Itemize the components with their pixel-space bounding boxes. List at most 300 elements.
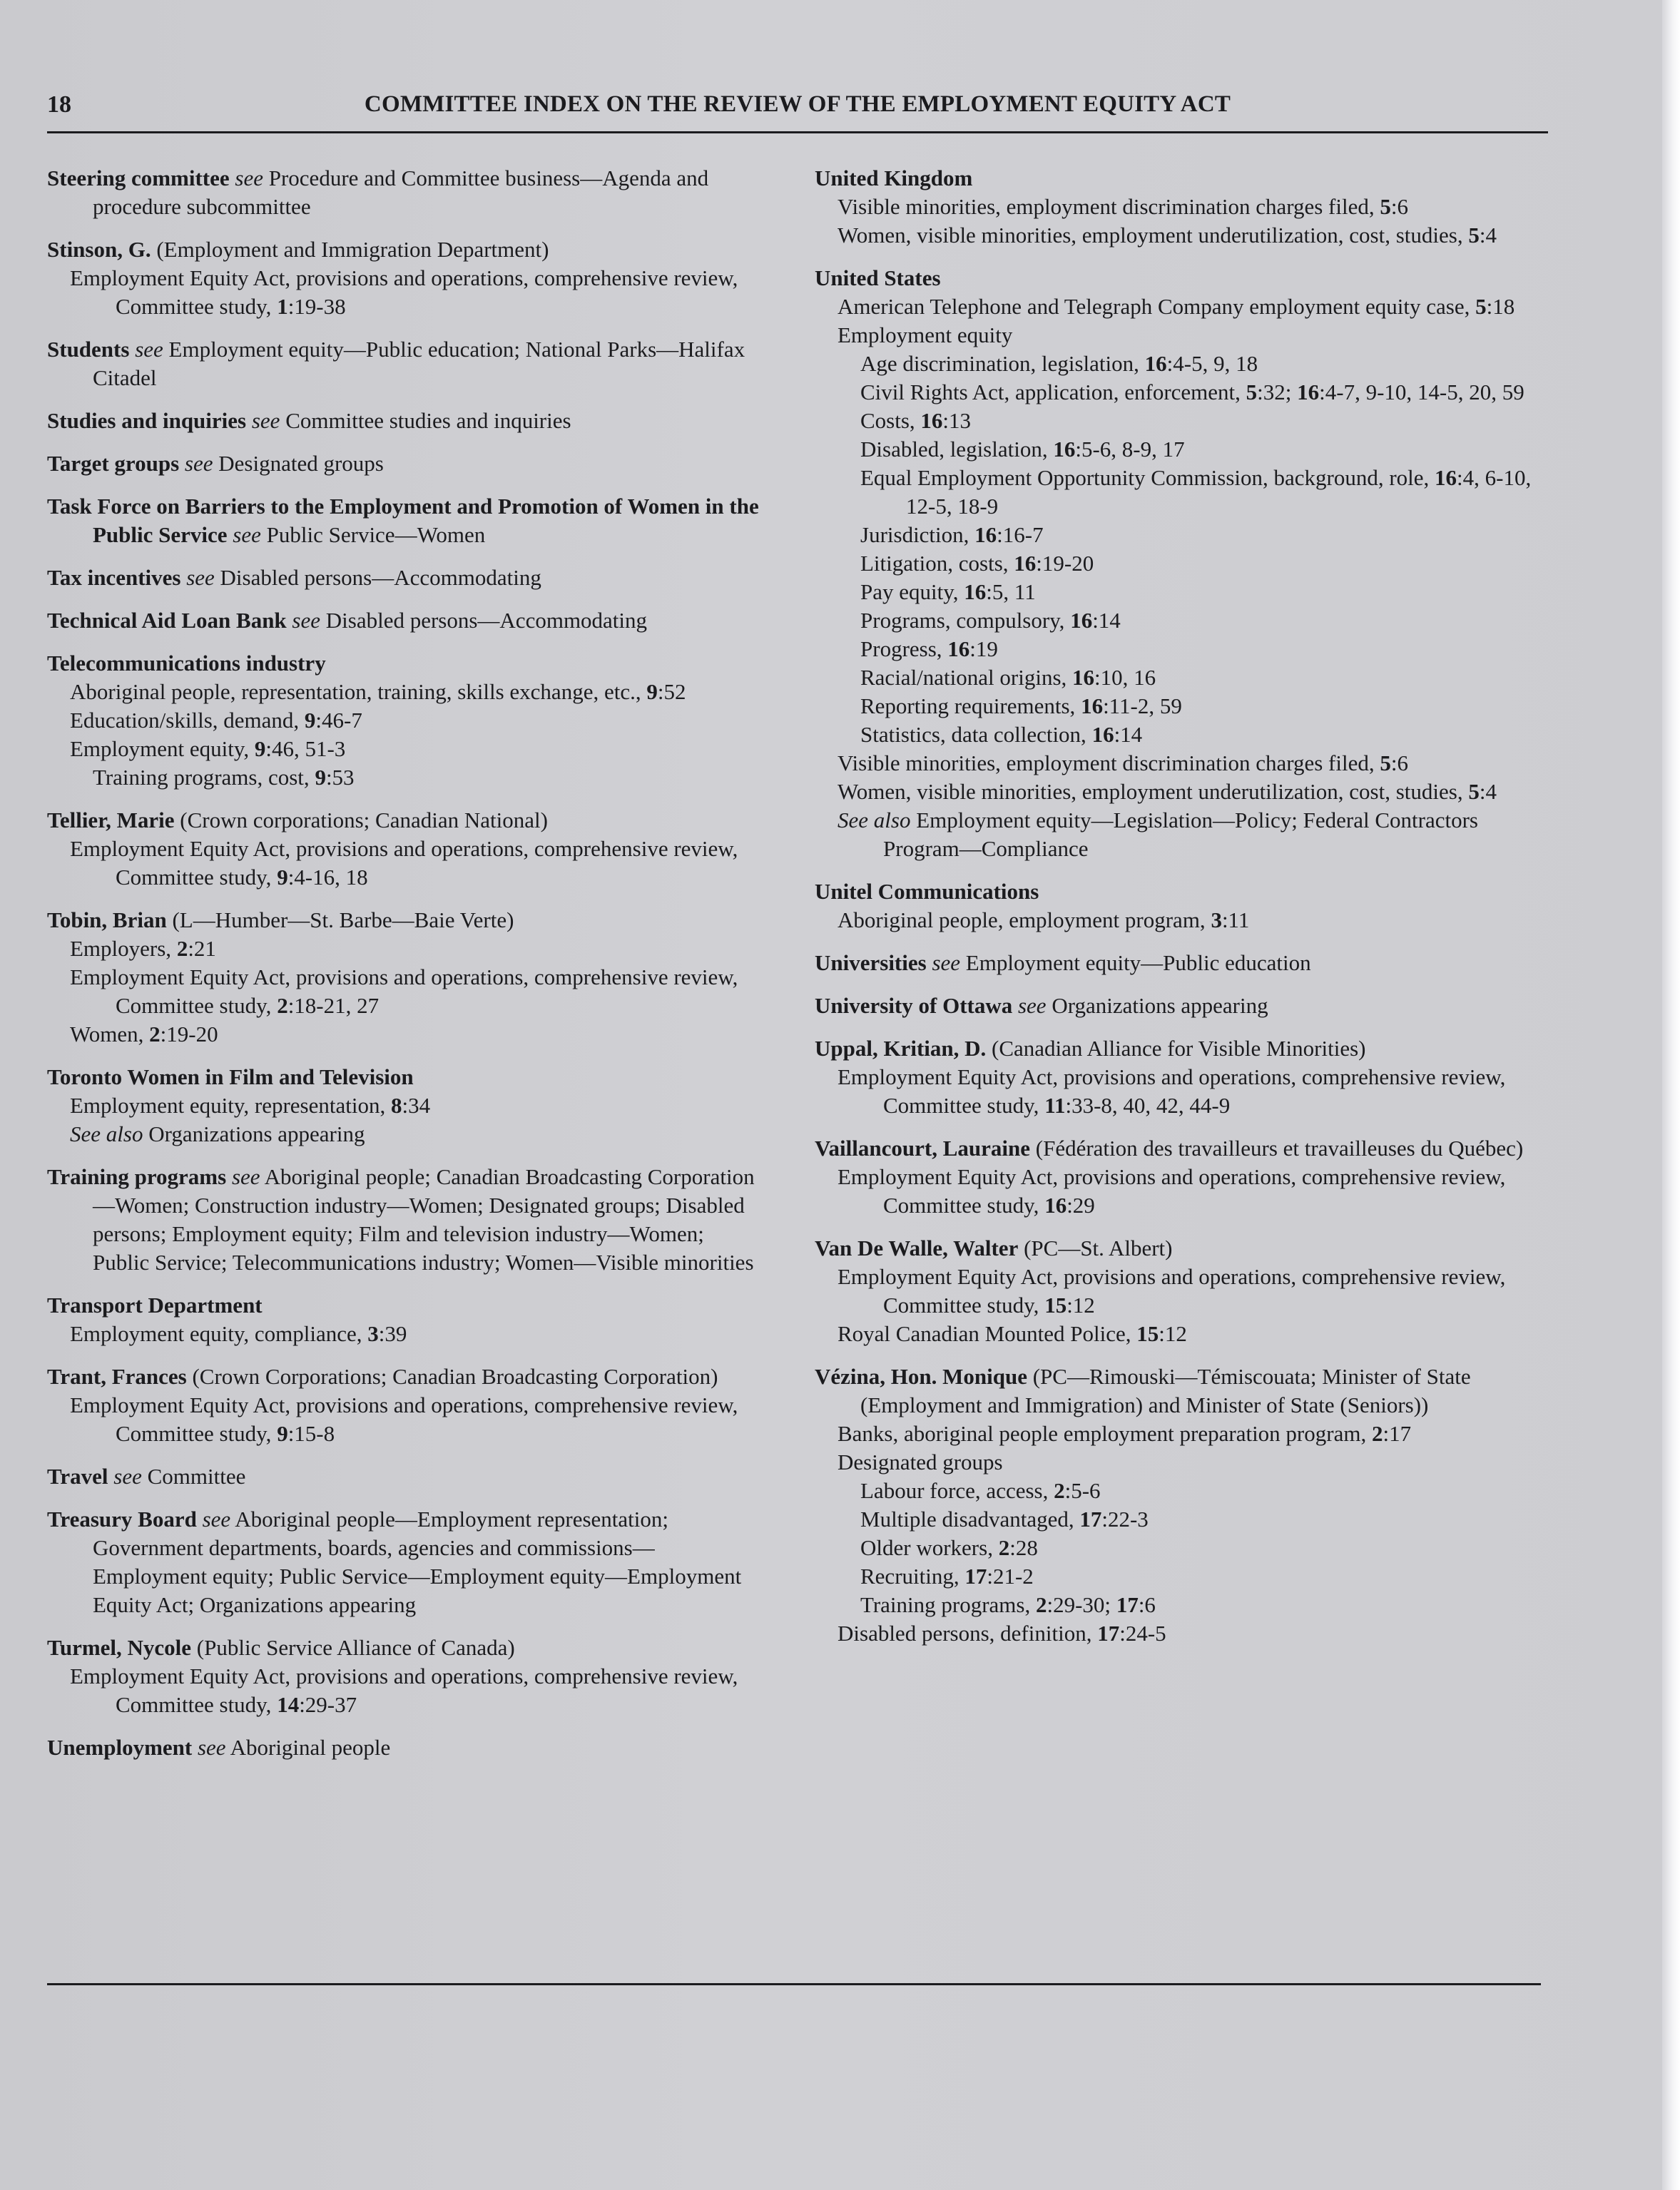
bold-text: 16 xyxy=(1091,722,1114,747)
text: Women, visible minorities, employment underutilization, cost, studies, xyxy=(838,779,1469,804)
bold-text: Treasury Board xyxy=(47,1507,197,1532)
bold-text: 9 xyxy=(646,679,658,704)
text: Older workers, xyxy=(860,1535,999,1560)
index-subentry xyxy=(815,193,1544,221)
index-column-left xyxy=(47,164,760,1776)
bold-text: Tobin, Brian xyxy=(47,907,167,932)
index-subentry xyxy=(47,1391,760,1448)
bold-text: 9 xyxy=(277,1421,288,1446)
text xyxy=(179,451,185,476)
index-heading xyxy=(47,407,760,435)
index-subsubentry xyxy=(815,692,1544,720)
bold-text: Turmel, Nycole xyxy=(47,1635,192,1660)
index-subentry xyxy=(815,321,1544,350)
text: :4 xyxy=(1479,779,1497,804)
text: Civil Rights Act, application, enforcement, xyxy=(860,380,1246,404)
text: :4 xyxy=(1479,223,1497,248)
index-subsubentry xyxy=(815,1562,1544,1591)
bold-text: 5 xyxy=(1246,380,1258,404)
italic-text: see xyxy=(113,1464,142,1489)
bold-text: 5 xyxy=(1380,194,1391,219)
index-heading xyxy=(47,1462,760,1491)
text: :33-8, 40, 42, 44-9 xyxy=(1065,1093,1231,1118)
bold-text: 5 xyxy=(1468,779,1480,804)
bold-text: Telecommunications industry xyxy=(47,651,326,676)
index-subsubentry xyxy=(815,635,1544,663)
bold-text: 17 xyxy=(1097,1621,1120,1646)
index-subentry xyxy=(815,906,1544,934)
bold-text: 9 xyxy=(254,736,266,761)
text: Employment Equity Act, provisions and operations, comprehensive review, Committee study, xyxy=(838,1064,1506,1118)
bold-text: 2 xyxy=(1036,1592,1047,1617)
text: :19-20 xyxy=(160,1022,218,1046)
bold-text: Tax incentives xyxy=(47,565,181,590)
index-entry xyxy=(47,1363,760,1448)
index-heading xyxy=(47,564,760,592)
index-heading xyxy=(47,1363,760,1391)
text: Disabled persons—Accommodating xyxy=(320,608,648,633)
index-subsubentry xyxy=(47,763,760,792)
bold-text: 15 xyxy=(1044,1293,1067,1318)
index-subsubentry xyxy=(815,435,1544,464)
index-subentry xyxy=(815,292,1544,321)
text: Equal Employment Opportunity Commission, background, role, xyxy=(860,465,1435,490)
text: (Canadian Alliance for Visible Minorities) xyxy=(986,1036,1366,1061)
index-entry xyxy=(815,992,1544,1020)
index-subsubentry xyxy=(815,1477,1544,1505)
text: :5, 11 xyxy=(986,579,1036,604)
index-subsubentry xyxy=(815,720,1544,749)
text: :14 xyxy=(1092,608,1121,633)
index-heading xyxy=(815,1134,1544,1163)
index-entry xyxy=(815,877,1544,934)
index-entry xyxy=(47,564,760,592)
page-header xyxy=(47,88,1548,131)
bold-text: 11 xyxy=(1044,1093,1066,1118)
text xyxy=(1012,993,1018,1018)
index-heading xyxy=(815,264,1544,292)
text: Training programs, xyxy=(860,1592,1036,1617)
index-subentry xyxy=(47,264,760,321)
bold-text: Van De Walle, Walter xyxy=(815,1236,1019,1260)
index-subentry xyxy=(815,1063,1544,1120)
index-subentry xyxy=(815,1420,1544,1448)
text: :4-7, 9-10, 14-5, 20, 59 xyxy=(1319,380,1524,404)
index-subentry xyxy=(815,1448,1544,1477)
text: :29-30; xyxy=(1047,1592,1116,1617)
bold-text: 8 xyxy=(390,1093,402,1118)
index-entry xyxy=(47,1063,760,1149)
bold-text: 9 xyxy=(304,708,316,733)
text: :19 xyxy=(969,636,998,661)
italic-text: see xyxy=(292,608,321,633)
italic-text: see xyxy=(197,1735,226,1760)
text: :19-20 xyxy=(1036,551,1094,576)
text: Litigation, costs, xyxy=(860,551,1014,576)
index-heading xyxy=(47,449,760,478)
index-heading xyxy=(815,1234,1544,1263)
bold-text: Stinson, G. xyxy=(47,237,151,262)
text: Visible minorities, employment discrimination charges filed, xyxy=(838,750,1380,775)
italic-text: see xyxy=(233,522,261,547)
text: :15-8 xyxy=(287,1421,335,1446)
index-subentry xyxy=(815,749,1544,778)
index-heading xyxy=(47,492,760,549)
text: Employers, xyxy=(70,936,177,961)
index-entry xyxy=(47,335,760,392)
page-number: 18 xyxy=(47,91,71,118)
text: :53 xyxy=(325,765,355,790)
text: :46, 51-3 xyxy=(265,736,346,761)
italic-text: see xyxy=(184,451,213,476)
text: Employment Equity Act, provisions and operations, comprehensive review, Committee study, xyxy=(70,1392,738,1446)
text: :5-6, 8-9, 17 xyxy=(1075,437,1185,462)
bold-text: Vézina, Hon. Monique xyxy=(815,1364,1027,1389)
bold-text: 16 xyxy=(1053,437,1076,462)
text: Public Service—Women xyxy=(260,522,486,547)
italic-text: See also xyxy=(70,1121,143,1146)
index-subentry xyxy=(47,1320,760,1348)
text: :19-38 xyxy=(287,294,346,319)
bold-text: 16 xyxy=(974,522,997,547)
text: :29-37 xyxy=(299,1692,357,1717)
text: :52 xyxy=(657,679,686,704)
bold-text: 3 xyxy=(367,1321,379,1346)
index-heading xyxy=(815,949,1544,977)
text: Racial/national origins, xyxy=(860,665,1073,690)
index-heading xyxy=(47,1733,760,1762)
text: Labour force, access, xyxy=(860,1478,1054,1503)
text: (L—Humber—St. Barbe—Baie Verte) xyxy=(166,907,514,932)
text: Reporting requirements, xyxy=(860,693,1081,718)
bold-text: Trant, Frances xyxy=(47,1364,187,1389)
bold-text: 16 xyxy=(1044,1193,1067,1218)
bold-text: 9 xyxy=(277,865,288,890)
text: :17 xyxy=(1383,1421,1412,1446)
index-entry xyxy=(47,449,760,478)
index-subsubentry xyxy=(815,407,1544,435)
index-subentry xyxy=(47,735,760,763)
text: Aboriginal people, representation, training, skills exchange, etc., xyxy=(70,679,647,704)
index-subentry xyxy=(815,778,1544,806)
bold-text: Travel xyxy=(47,1464,108,1489)
bold-text: University of Ottawa xyxy=(815,993,1013,1018)
text: :11-2, 59 xyxy=(1103,693,1182,718)
text: Disabled persons—Accommodating xyxy=(214,565,541,590)
index-heading xyxy=(47,1063,760,1091)
text xyxy=(246,408,252,433)
bold-text: 16 xyxy=(1435,465,1457,490)
bold-text: Students xyxy=(47,337,130,362)
text: (PC—St. Albert) xyxy=(1018,1236,1173,1260)
index-subsubentry xyxy=(815,578,1544,606)
index-entry xyxy=(47,235,760,321)
bold-text: United States xyxy=(815,265,941,290)
header-rule xyxy=(47,131,1548,133)
bold-text: Technical Aid Loan Bank xyxy=(47,608,287,633)
bold-text: Transport Department xyxy=(47,1293,263,1318)
index-entry xyxy=(47,906,760,1049)
text: Employment Equity Act, provisions and operations, comprehensive review, Committee study, xyxy=(70,265,738,319)
index-heading xyxy=(47,806,760,835)
index-subentry xyxy=(47,1120,760,1149)
index-heading xyxy=(47,164,760,221)
bold-text: 2 xyxy=(149,1022,161,1046)
text: (Public Service Alliance of Canada) xyxy=(191,1635,515,1660)
index-heading xyxy=(47,1163,760,1277)
index-subentry xyxy=(815,221,1544,250)
text: :6 xyxy=(1390,194,1408,219)
bold-text: 1 xyxy=(277,294,288,319)
index-entry xyxy=(47,492,760,549)
index-subentry xyxy=(815,1263,1544,1320)
index-subentry xyxy=(47,678,760,706)
text: Employment equity, compliance, xyxy=(70,1321,368,1346)
index-entry xyxy=(47,1733,760,1762)
text: Employment Equity Act, provisions and operations, comprehensive review, Committee study, xyxy=(838,1164,1506,1218)
text: Aboriginal people, employment program, xyxy=(838,907,1211,932)
text: Organizations appearing xyxy=(1046,993,1268,1018)
text: Employment Equity Act, provisions and operations, comprehensive review, Committee study, xyxy=(70,1664,738,1717)
text: Employment Equity Act, provisions and operations, comprehensive review, Committee study, xyxy=(70,836,738,890)
index-subentry xyxy=(815,806,1544,863)
index-subsubentry xyxy=(815,1591,1544,1619)
index-subentry xyxy=(47,1662,760,1719)
bold-text: 2 xyxy=(176,936,188,961)
index-subsubentry xyxy=(815,350,1544,378)
text: :6 xyxy=(1138,1592,1156,1617)
bold-text: 16 xyxy=(1014,551,1037,576)
bold-text: 15 xyxy=(1136,1321,1159,1346)
bold-text: Steering committee xyxy=(47,165,230,190)
text: Procedure and Committee business—Agenda and procedure subcommittee xyxy=(93,165,709,219)
text: :16-7 xyxy=(997,522,1044,547)
text: :29 xyxy=(1066,1193,1095,1218)
index-subsubentry xyxy=(815,663,1544,692)
index-subentry xyxy=(47,706,760,735)
index-subsubentry xyxy=(815,606,1544,635)
italic-text: see xyxy=(135,337,163,362)
index-heading xyxy=(47,1634,760,1662)
bold-text: 5 xyxy=(1468,223,1480,248)
index-subentry xyxy=(815,1163,1544,1220)
index-subsubentry xyxy=(815,464,1544,521)
text: Employment equity—Public education xyxy=(960,950,1311,975)
index-subsubentry xyxy=(815,378,1544,407)
text: :21-2 xyxy=(987,1564,1034,1589)
index-entry xyxy=(47,806,760,892)
index-heading xyxy=(815,1363,1544,1420)
page-binding-edge xyxy=(1662,0,1680,2190)
text: (Crown corporations; Canadian National) xyxy=(174,808,548,832)
bold-text: United Kingdom xyxy=(815,165,973,190)
italic-text: see xyxy=(932,950,961,975)
text xyxy=(192,1735,198,1760)
italic-text: see xyxy=(1017,993,1047,1018)
text: :12 xyxy=(1159,1321,1187,1346)
index-entry xyxy=(815,164,1544,250)
bold-text: Universities xyxy=(815,950,927,975)
bold-text: 16 xyxy=(920,408,943,433)
text: :46-7 xyxy=(315,708,362,733)
text: Programs, compulsory, xyxy=(860,608,1071,633)
text: Aboriginal people—Employment representation; Government departments, boards, agencies and commissions—Employment equity; Public Service—Employment equity—Employment Equity Act; Organizations appearing xyxy=(93,1507,742,1617)
italic-text: see xyxy=(186,565,215,590)
index-subentry xyxy=(47,835,760,892)
bold-text: 5 xyxy=(1380,750,1391,775)
text: Designated groups xyxy=(838,1450,1003,1475)
bold-text: 9 xyxy=(315,765,326,790)
text: Costs, xyxy=(860,408,921,433)
text: Aboriginal people xyxy=(225,1735,391,1760)
text: Committee studies and inquiries xyxy=(280,408,571,433)
text: Royal Canadian Mounted Police, xyxy=(838,1321,1137,1346)
text: :4, 6-10, 12-5, 18-9 xyxy=(906,465,1532,519)
bold-text: 16 xyxy=(947,636,970,661)
text: Women, xyxy=(70,1022,150,1046)
index-heading xyxy=(47,335,760,392)
bold-text: 16 xyxy=(1297,380,1320,404)
text: (PC—Rimouski—Témiscouata; Minister of State (Employment and Immigration) and Minister of State (Seniors)) xyxy=(860,1364,1471,1417)
bold-text: 2 xyxy=(277,993,288,1018)
index-subsubentry xyxy=(815,1505,1544,1534)
text: :18-21, 27 xyxy=(287,993,380,1018)
text: Employment equity xyxy=(838,322,1013,347)
index-entry xyxy=(47,164,760,221)
index-entry xyxy=(47,407,760,435)
text: Employment equity—Legislation—Policy; Federal Contractors Program—Compliance xyxy=(883,808,1478,861)
index-subentry xyxy=(47,1091,760,1120)
index-entry xyxy=(815,1034,1544,1120)
text: :14 xyxy=(1114,722,1143,747)
text: :12 xyxy=(1066,1293,1095,1318)
text: Employment equity, representation, xyxy=(70,1093,391,1118)
text: :11 xyxy=(1221,907,1250,932)
bold-text: Uppal, Kritian, D. xyxy=(815,1036,987,1061)
bold-text: 16 xyxy=(1070,608,1093,633)
index-entry xyxy=(815,264,1544,863)
text: Designated groups xyxy=(213,451,384,476)
text xyxy=(197,1507,203,1532)
text: :4-16, 18 xyxy=(287,865,368,890)
text: Employment Equity Act, provisions and operations, comprehensive review, Committee study, xyxy=(70,964,738,1018)
index-subentry xyxy=(815,1619,1544,1648)
index-entry xyxy=(47,606,760,635)
bold-text: 16 xyxy=(1072,665,1095,690)
index-entry xyxy=(47,649,760,792)
italic-text: see xyxy=(202,1507,231,1532)
bold-text: Unemployment xyxy=(47,1735,193,1760)
index-entry xyxy=(815,949,1544,977)
bold-text: Unitel Communications xyxy=(815,879,1039,904)
text: Recruiting, xyxy=(860,1564,965,1589)
index-entry xyxy=(47,1462,760,1491)
index-subentry xyxy=(47,963,760,1020)
text: :13 xyxy=(942,408,972,433)
text: (Fédération des travailleurs et travailleuses du Québec) xyxy=(1030,1136,1524,1161)
text: Women, visible minorities, employment underutilization, cost, studies, xyxy=(838,223,1469,248)
index-entry xyxy=(47,1163,760,1277)
index-heading xyxy=(47,235,760,264)
bold-text: Studies and inquiries xyxy=(47,408,247,433)
bold-text: Target groups xyxy=(47,451,180,476)
text: (Crown Corporations; Canadian Broadcasting Corporation) xyxy=(186,1364,718,1389)
index-entry xyxy=(815,1134,1544,1220)
text: Employment equity—Public education; National Parks—Halifax Citadel xyxy=(93,337,745,390)
bold-text: Training programs xyxy=(47,1164,227,1189)
text: Organizations appearing xyxy=(143,1121,365,1146)
index-heading xyxy=(815,164,1544,193)
text: Aboriginal people; Canadian Broadcasting Corporation—Women; Construction industry—Women; Designated groups; Disabled persons; Employment equity; Film and television industry—Women; Public Service; Telecommunications industry; Women—Visible minorities xyxy=(93,1164,755,1275)
text: Employment Equity Act, provisions and operations, comprehensive review, Committee study, xyxy=(838,1264,1506,1318)
text: :22-3 xyxy=(1101,1507,1149,1532)
footer-rule xyxy=(47,1983,1541,1985)
bold-text: 3 xyxy=(1211,907,1222,932)
text: Statistics, data collection, xyxy=(860,722,1092,747)
text: :18 xyxy=(1486,294,1515,319)
bold-text: 2 xyxy=(1371,1421,1383,1446)
text xyxy=(226,1164,232,1189)
bold-text: 2 xyxy=(998,1535,1010,1560)
index-heading xyxy=(815,1034,1544,1063)
bold-text: 16 xyxy=(1144,351,1167,376)
text: :6 xyxy=(1390,750,1408,775)
bold-text: 2 xyxy=(1054,1478,1065,1503)
index-subsubentry xyxy=(815,1534,1544,1562)
italic-text: see xyxy=(235,165,263,190)
bold-text: Vaillancourt, Lauraine xyxy=(815,1136,1030,1161)
text: American Telephone and Telegraph Company employment equity case, xyxy=(838,294,1476,319)
index-subentry xyxy=(47,934,760,963)
index-heading xyxy=(815,877,1544,906)
index-heading xyxy=(47,906,760,934)
bold-text: Task Force on Barriers to the Employment and Promotion of Women in the Public Service xyxy=(47,494,759,547)
text: :21 xyxy=(188,936,216,961)
bold-text: 17 xyxy=(1079,1507,1102,1532)
italic-text: See also xyxy=(838,808,911,832)
text: Committee xyxy=(141,1464,246,1489)
index-heading xyxy=(47,1505,760,1619)
text: :28 xyxy=(1009,1535,1038,1560)
text: :39 xyxy=(378,1321,407,1346)
italic-text: see xyxy=(251,408,280,433)
text: Employment equity, xyxy=(70,736,255,761)
text: :5-6 xyxy=(1064,1478,1101,1503)
bold-text: Toronto Women in Film and Television xyxy=(47,1064,414,1089)
bold-text: 16 xyxy=(964,579,987,604)
index-heading xyxy=(47,649,760,678)
text: Visible minorities, employment discrimination charges filed, xyxy=(838,194,1380,219)
page-title: COMMITTEE INDEX ON THE REVIEW OF THE EMPLOYMENT EQUITY ACT xyxy=(364,91,1231,117)
index-heading xyxy=(47,606,760,635)
text: :32; xyxy=(1257,380,1298,404)
index-subsubentry xyxy=(815,521,1544,549)
text: Disabled, legislation, xyxy=(860,437,1054,462)
text: Disabled persons, definition, xyxy=(838,1621,1098,1646)
index-subentry xyxy=(815,1320,1544,1348)
bold-text: Tellier, Marie xyxy=(47,808,175,832)
bold-text: 17 xyxy=(1116,1592,1139,1617)
text: Training programs, cost, xyxy=(93,765,315,790)
index-entry xyxy=(815,1234,1544,1348)
index-heading xyxy=(815,992,1544,1020)
bold-text: 16 xyxy=(1081,693,1104,718)
text: :10, 16 xyxy=(1094,665,1156,690)
text: Education/skills, demand, xyxy=(70,708,305,733)
text: Age discrimination, legislation, xyxy=(860,351,1145,376)
text: :34 xyxy=(402,1093,431,1118)
text: Jurisdiction, xyxy=(860,522,975,547)
